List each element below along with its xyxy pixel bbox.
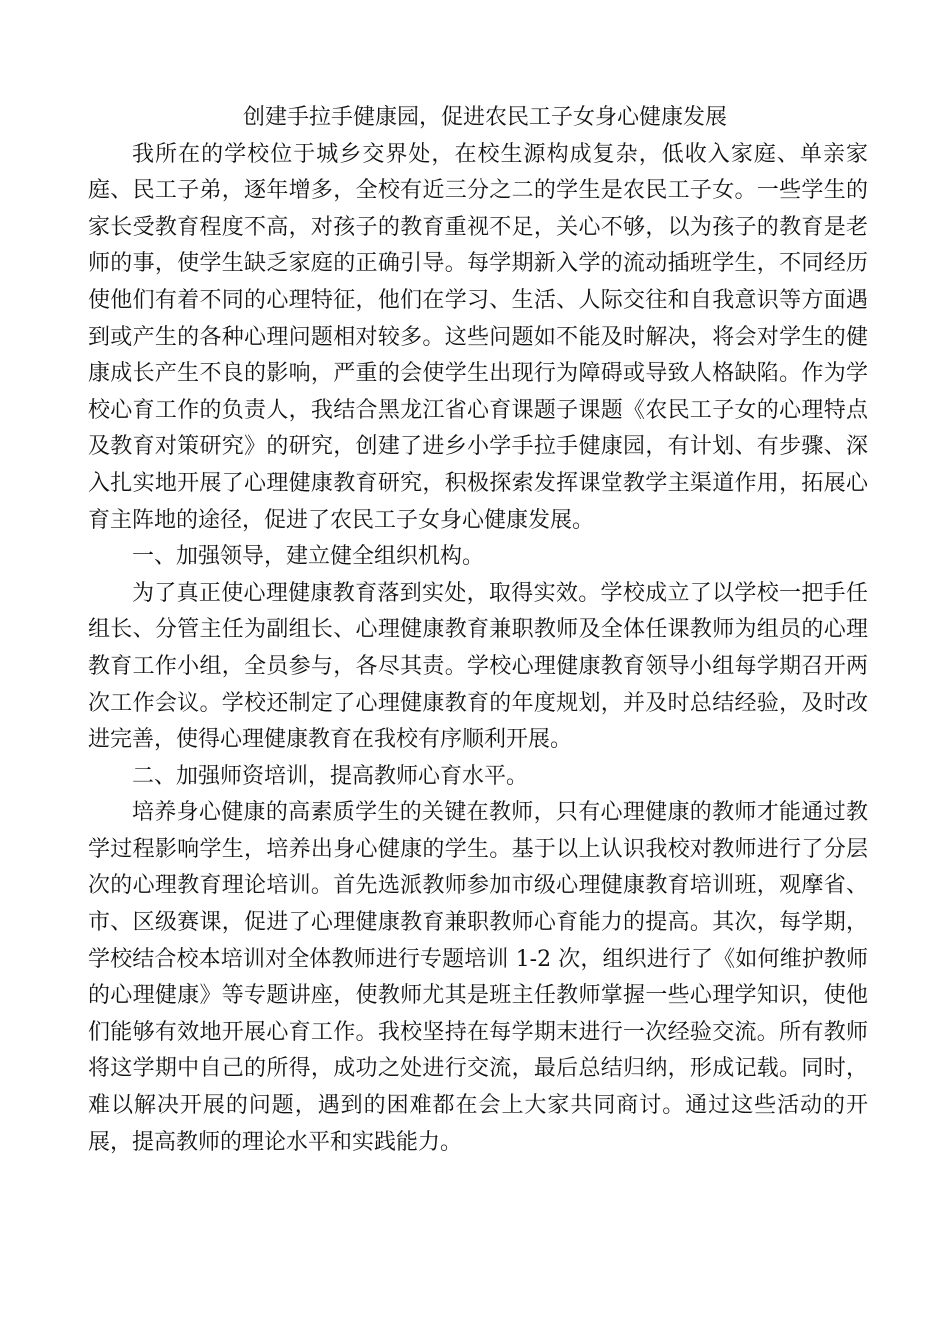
section-heading-2: 二、加强师资培训，提高教师心育水平。 bbox=[132, 763, 529, 789]
section-paragraph-2: 培养身心健康的高素质学生的关键在教师，只有心理健康的教师才能通过教学过程影响学生，培养出身心健康的学生。基于以上认识我校对教师进行了分层次的心理教育理论培训。首先选派教师参加市级心理健康教育培训班，观摩省、市、区级赛课，促进了心理健康教育兼职教师心育能力的提高。其次，每学期，学校结合校本培训对全体教师进行专题培训 1-2 次，组织进行了《如何维护教师的心理健康》等专题讲座，使教师尤其是班主任教师掌握一些心理学知识，使他们能够有效地开展心育工作。我校坚持在每学期末进行一次经验交流。所有教师将这学期中自己的所得，成功之处进行交流，最后总结归纳，形成记载。同时，难以解决开展的问题，遇到的困难都在会上大家共同商讨。通过这些活动的开展，提高教师的理论水平和实践能力。 bbox=[88, 800, 868, 1155]
document-title: 创建手拉手健康园，促进农民工子女身心健康发展 bbox=[242, 105, 727, 130]
section-heading-1: 一、加强领导，建立健全组织机构。 bbox=[132, 544, 485, 570]
section-paragraph-1: 为了真正使心理健康教育落到实处，取得实效。学校成立了以学校一把手任组长、分管主任为副组长、心理健康教育兼职教师及全体任课教师为组员的心理教育工作小组，全员参与，各尽其责。学校心理健康教育领导小组每学期召开两次工作会议。学校还制定了心理健康教育的年度规划，并及时总结经验，及时改进完善，使得心理健康教育在我校有序顺利开展。 bbox=[88, 580, 868, 753]
document-body bbox=[88, 100, 868, 1161]
intro-paragraph: 我所在的学校位于城乡交界处，在校生源构成复杂，低收入家庭、单亲家庭、民工子弟，逐年增多，全校有近三分之二的学生是农民工子女。一些学生的家长受教育程度不高，对孩子的教育重视不足，关心不够，以为孩子的教育是老师的事，使学生缺乏家庭的正确引导。每学期新入学的流动插班学生，不同经历使他们有着不同的心理特征，他们在学习、生活、人际交往和自我意识等方面遇到或产生的各种心理问题相对较多。这些问题如不能及时解决，将会对学生的健康成长产生不良的影响，严重的会使学生出现行为障碍或导致人格缺陷。作为学校心育工作的负责人，我结合黑龙江省心育课题子课题《农民工子女的心理特点及教育对策研究》的研究，创建了进乡小学手拉手健康园，有计划、有步骤、深入扎实地开展了心理健康教育研究，积极探索发挥课堂教学主渠道作用，拓展心育主阵地的途径，促进了农民工子女身心健康发展。 bbox=[88, 141, 868, 533]
